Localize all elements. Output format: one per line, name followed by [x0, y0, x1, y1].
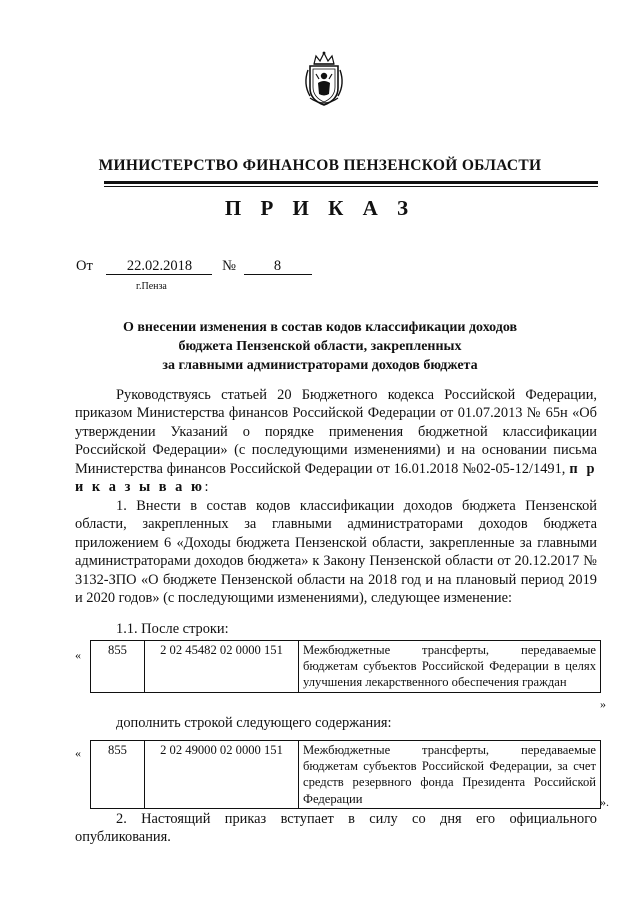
order-subject	[80, 318, 560, 375]
admin-code-cell: 855	[91, 741, 145, 809]
header-divider-thin	[104, 186, 598, 187]
table2-close-quote: ».	[600, 795, 609, 809]
revenue-name-cell: Межбюджетные трансферты, передаваемые бюджетам субъектов Российской Федерации в целях улучшения лекарственного обеспечения граждан	[299, 641, 601, 693]
table1-close-quote: »	[600, 697, 606, 711]
added-row-table	[90, 740, 601, 809]
preamble-text: Руководствуясь статьей 20 Бюджетного кодекса Российской Федерации, приказом Министерства финансов Российской Федерации от 01.07.2013 № 65н «Об утверждении Указаний о порядке применения бюджетной классификации Российской Федерации» (с последующими изменениями) и на основании письма Министерства финансов Российской Федерации от 16.01.2018 №02-05-12/1491,	[75, 387, 597, 477]
item-1-1-paragraph: 1.1. После строки:	[116, 621, 229, 637]
coat-of-arms-emblem	[300, 50, 348, 108]
number-label: №	[222, 258, 236, 274]
item-1-paragraph: 1. Внести в состав кодов классификации доходов бюджета Пензенской области, закрепленных за главными администраторами доходов бюджета приложением 6 «Доходы бюджета Пензенской области, закрепленные за главными администраторами доходов бюджета» к Закону Пензенской области от 20.12.2017 № 3132-ЗПО «О бюджете Пензенской области на 2018 год и на плановый период 2019 и 2020 годов» (с последующими изменениями), следующее изменение:	[75, 498, 597, 607]
kbk-code-cell: 2 02 45482 02 0000 151	[145, 641, 299, 693]
table-row	[91, 741, 601, 809]
subject-line: бюджета Пензенской области, закрепленных	[178, 339, 462, 354]
document-type-title: П Р И К А З	[224, 196, 416, 220]
date-number-line	[76, 258, 312, 275]
ministry-name: МИНИСТЕРСТВО ФИНАНСОВ ПЕНЗЕНСКОЙ ОБЛАСТИ	[98, 157, 542, 174]
subject-line: О внесении изменения в состав кодов классификации доходов	[122, 320, 518, 335]
kbk-code-cell: 2 02 49000 02 0000 151	[145, 741, 299, 809]
revenue-name-cell: Межбюджетные трансферты, передаваемые бюджетам субъектов Российской Федерации, за счет средств резервного фонда Президента Российской Федерации	[299, 741, 601, 809]
existing-row-table	[90, 640, 601, 693]
admin-code-cell: 855	[91, 641, 145, 693]
table2-open-quote: «	[75, 746, 81, 760]
preamble-paragraph	[75, 386, 597, 496]
city-label: г.Пенза	[136, 281, 167, 292]
subject-line: за главными администраторами доходов бюджета	[162, 358, 478, 373]
order-word: п р и к а з ы в а ю	[75, 460, 597, 496]
item-2-paragraph: 2. Настоящий приказ вступает в силу со дня его официального опубликования.	[75, 811, 597, 846]
order-number: 8	[244, 259, 312, 275]
add-row-paragraph: дополнить строкой следующего содержания:	[116, 715, 392, 731]
table1-open-quote: «	[75, 648, 81, 662]
from-label: От	[76, 258, 93, 274]
header-divider-thick	[104, 181, 598, 184]
order-colon: :	[204, 479, 209, 496]
order-date: 22.02.2018	[106, 259, 212, 275]
table-row	[91, 641, 601, 693]
